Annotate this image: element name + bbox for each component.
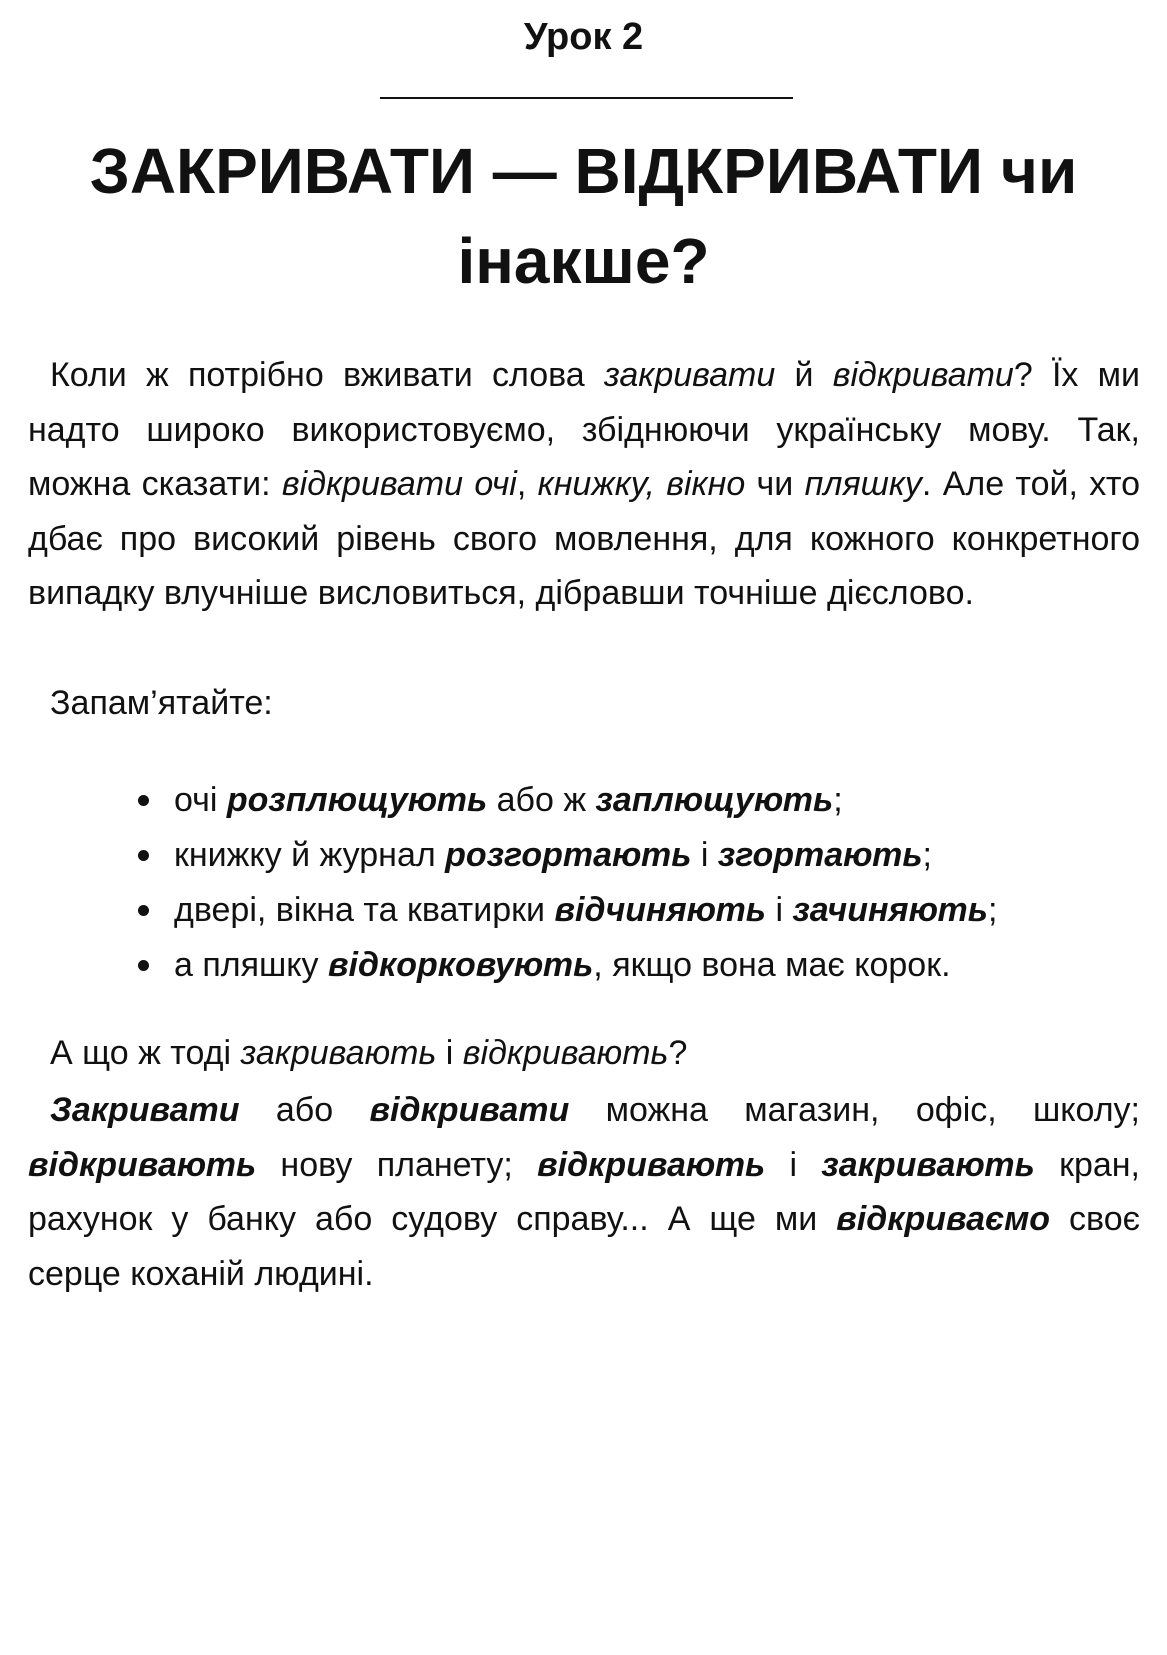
italic-term: відкривати очі — [281, 465, 517, 503]
bold-term: відчиняють — [554, 891, 766, 929]
text: й — [775, 356, 833, 394]
bullet-icon — [138, 850, 149, 861]
text: і — [765, 1145, 822, 1184]
page-title: ЗАКРИВАТИ — ВІДКРИВАТИ чи інакше? — [89, 135, 1078, 297]
text: ? Їх ми надто широко використовуємо, збіднюючи українську мову. Так, можна сказати: — [28, 356, 1140, 503]
text: своє серце коханій людині. — [28, 1200, 1140, 1293]
text: нову планету; — [256, 1145, 538, 1184]
text: двері, вікна та кватирки — [174, 891, 555, 929]
bullet-list — [160, 773, 1140, 993]
text: ; — [922, 836, 932, 874]
bullet-icon — [138, 795, 149, 806]
bold-term: згортають — [717, 836, 923, 874]
italic-term: відкривати — [832, 356, 1014, 394]
bold-term: відкривають — [537, 1145, 766, 1184]
list-item — [160, 938, 1140, 993]
text: і — [766, 891, 793, 929]
text: . Але той, хто дбає про високий рівень свого мовлення, для кожного конкретного випадку влучніше висловиться, дібравши точніше дієслово. — [28, 465, 1141, 612]
bold-term: зачиняють — [792, 891, 988, 929]
intro-paragraph — [28, 348, 1140, 621]
bold-term: закривають — [821, 1145, 1035, 1184]
question-paragraph — [28, 1026, 1140, 1081]
text: книжку й журнал — [174, 836, 446, 874]
bold-term: відкриваємо — [836, 1200, 1051, 1238]
text: і — [691, 836, 718, 874]
text: ; — [987, 891, 998, 929]
list-item — [160, 828, 1140, 883]
bullet-icon — [138, 905, 149, 916]
list-item — [160, 883, 1140, 938]
italic-term: відкривають — [462, 1034, 669, 1072]
text: очі — [174, 781, 227, 819]
bold-term: заплющують — [595, 781, 834, 819]
italic-term: закривати — [603, 356, 776, 394]
bold-term: відкривають — [28, 1145, 257, 1184]
text: чи — [745, 465, 805, 503]
italic-term: книжку, вікно — [537, 465, 746, 503]
bold-term: відкривати — [369, 1091, 570, 1129]
text: ; — [833, 781, 843, 819]
text: або ж — [487, 781, 596, 819]
text: а пляшку — [174, 946, 328, 984]
bold-term: відкорковують — [328, 946, 594, 984]
list-item — [160, 773, 1140, 828]
divider — [380, 97, 793, 99]
bold-term: розплющують — [226, 781, 488, 819]
remember-heading: Запам’ятайте: — [50, 684, 273, 722]
bold-term: розгортають — [445, 836, 692, 874]
answer-paragraph — [28, 1083, 1140, 1301]
lesson-label: Урок 2 — [523, 16, 644, 58]
text: А що ж тоді — [50, 1034, 241, 1072]
italic-term: закривають — [240, 1034, 437, 1072]
bold-term: Закривати — [50, 1091, 240, 1129]
text: кран, рахунок у банку або судову справу... А ще ми — [28, 1145, 1140, 1238]
text: можна магазин, офіс, школу; — [569, 1091, 1140, 1129]
text: , якщо вона має корок. — [593, 946, 951, 984]
text: Коли ж потрібно вживати слова — [50, 356, 604, 394]
bullet-icon — [138, 960, 149, 971]
italic-term: пляшку — [804, 465, 922, 503]
text: або — [239, 1091, 370, 1129]
text: і — [436, 1034, 463, 1072]
text: ? — [668, 1034, 688, 1072]
text: , — [516, 465, 538, 503]
